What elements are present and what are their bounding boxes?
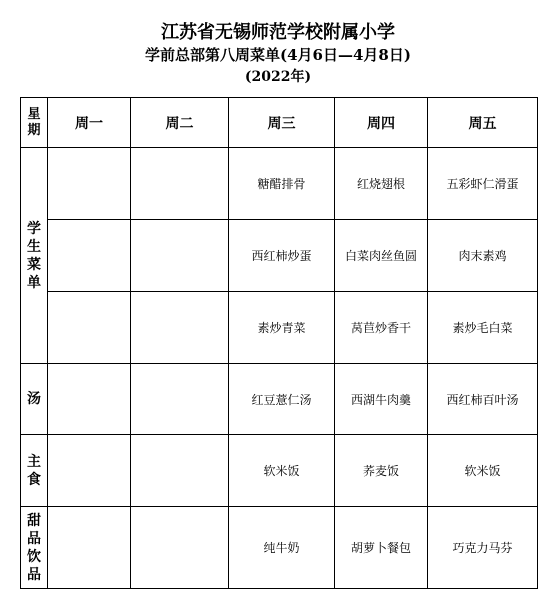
dish-cell [131, 220, 229, 292]
section-label-staple: 主食 [21, 435, 48, 507]
weekday-corner-label: 星期 [21, 98, 48, 148]
dish-cell [131, 435, 229, 507]
dish-cell: 素炒青菜 [229, 292, 335, 364]
day-header-fri: 周五 [428, 98, 538, 148]
menu-year: (2022年) [244, 69, 312, 85]
dish-cell: 西红柿百叶汤 [428, 364, 538, 435]
table-row [21, 435, 538, 507]
dish-cell: 胡萝卜餐包 [335, 507, 428, 589]
table-row [21, 292, 538, 364]
day-header-wed: 周三 [229, 98, 335, 148]
dish-cell [48, 220, 131, 292]
dish-cell [48, 292, 131, 364]
dish-cell: 荞麦饭 [335, 435, 428, 507]
table-row [21, 507, 538, 589]
dish-cell: 糖醋排骨 [229, 148, 335, 220]
dish-cell: 红豆薏仁汤 [229, 364, 335, 435]
section-label-soup: 汤 [21, 364, 48, 435]
table-row [21, 220, 538, 292]
dish-cell: 肉末素鸡 [428, 220, 538, 292]
dish-cell: 莴苣炒香干 [335, 292, 428, 364]
dish-cell [131, 148, 229, 220]
dish-cell [131, 507, 229, 589]
day-header-tue: 周二 [131, 98, 229, 148]
dish-cell [48, 364, 131, 435]
dish-cell [131, 364, 229, 435]
dish-cell [48, 507, 131, 589]
dish-cell: 红烧翅根 [335, 148, 428, 220]
dish-cell: 纯牛奶 [229, 507, 335, 589]
dish-cell: 巧克力马芬 [428, 507, 538, 589]
day-header-thu: 周四 [335, 98, 428, 148]
dish-cell: 西湖牛肉羹 [335, 364, 428, 435]
dish-cell: 软米饭 [229, 435, 335, 507]
day-header-mon: 周一 [48, 98, 131, 148]
dish-cell: 西红柿炒蛋 [229, 220, 335, 292]
dish-cell: 软米饭 [428, 435, 538, 507]
table-row [21, 364, 538, 435]
weekly-menu-table [20, 97, 538, 589]
section-label-dessert: 甜品饮品 [21, 507, 48, 589]
section-label-student-menu: 学生菜单 [21, 148, 48, 364]
dish-cell: 白菜肉丝鱼圆 [335, 220, 428, 292]
table-row [21, 148, 538, 220]
dish-cell [48, 148, 131, 220]
school-title: 江苏省无锡师范学校附属小学 [161, 22, 395, 43]
dish-cell [131, 292, 229, 364]
dish-cell: 素炒毛白菜 [428, 292, 538, 364]
dish-cell: 五彩虾仁滑蛋 [428, 148, 538, 220]
dish-cell [48, 435, 131, 507]
header-row [21, 98, 538, 148]
menu-subtitle: 学前总部第八周菜单(4月6日—4月8日) [145, 46, 411, 64]
